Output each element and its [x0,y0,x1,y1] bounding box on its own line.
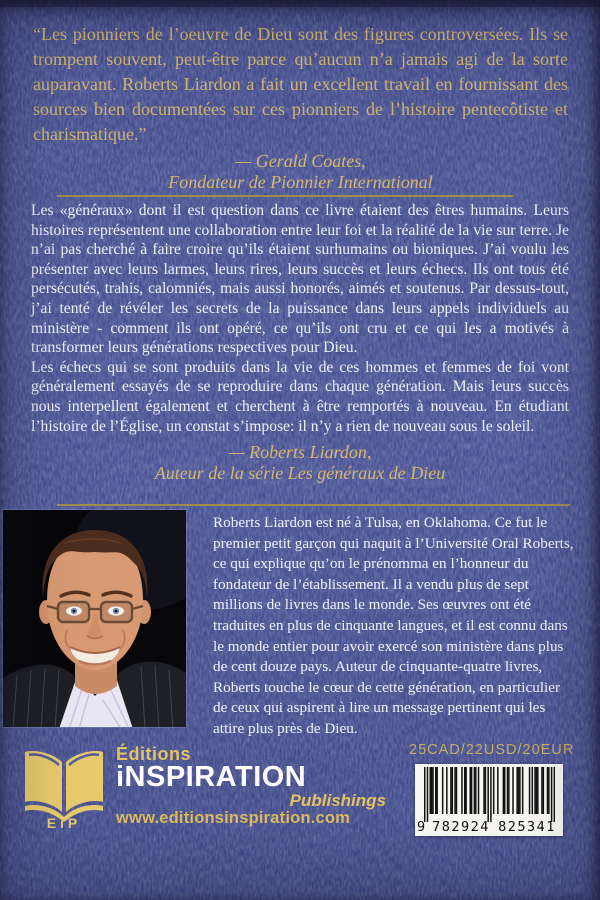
barcode-digit-lead: 9 [417,819,426,835]
barcode-digits [417,819,560,835]
synopsis-paragraph-2: Les échecs qui se sont produits dans la vie de ces hommes et femmes de foi vont généralement essayés de se reproduire dans chaque génération. Mais leurs succès nous interpellent également et cherchent à être remportés à nouveau. En étudiant l’histoire de l’Église, un constat s’impose: il n’y a rien de nouveau sous le soleil. [31,358,569,435]
open-book-icon [25,751,103,822]
endorsement-attribution-title: Fondateur de Pionnier International [168,172,433,192]
author-bio: Roberts Liardon est né à Tulsa, en Oklahoma. Ce fut le premier petit garçon qui naquit à l’Université Oral Roberts, ce qui explique qu’on le prénomma en l’honneur du fondateur de l’établissement. Il a vendu plus de sept millions de livres dans le monde. Ses œuvres ont été traduites en plus de cinquante langues, et il est connu dans le monde entier pour avoir exercé son ministère dans plus de cent douze pays. Auteur de cinquante-quatre livres, Roberts touche le cœur de cette génération, en particulier de ceux qui aspirent à lire un message pertinent qui les attire plus près de Dieu. [213,514,574,737]
publisher-monogram: EiP [46,815,82,830]
author-photo [3,510,186,727]
publisher-name: Éditions [116,744,191,764]
endorsement-quote: “Les pionniers de l’oeuvre de Dieu sont des figures controversées. Ils se trompent souvent, peut-être parce qu’aucun n’a jamais agi de la sorte auparavant. Roberts Liardon a fait un excellent travail en fournissant des sources bien documentées sur ces pionniers de l’histoire pentecôtiste et charismatique.” [33,24,568,144]
author-attribution-title: Auteur de la série Les généraux de Dieu [154,463,446,484]
divider-bottom [57,504,570,506]
barcode [415,764,563,836]
synopsis-section [31,201,569,483]
publisher-brand: iNSPIRATION [116,761,307,793]
endorsement-section [33,22,568,192]
publisher-website: www.editionsinspiration.com [116,809,350,827]
publisher-logo [20,746,108,830]
barcode-digits-left: 782924 [432,819,490,835]
synopsis-paragraph-1: Les «généraux» dont il est question dans ce livre étaient des êtres humains. Leurs histoires représentent une collaboration entre leur foi et la réalité de la vie sur terre. Je n’ai pas cherché à faire croire qu’ils étaient surhumains ou bioniques. J’ai voulu les présenter avec leurs larmes, leurs rires, leurs succès et leurs échecs. Ils ont tous été persécutés, trahis, calomniés, mais aussi honorés, aimés et soutenus. Par dessus-tout, j’ai tenté de révéler les secrets de la puissance dans leurs appels individuels au ministère - comment ils ont opéré, ce qu’ils ont cru et ce qui les a motivés à transformer leurs générations respectives pour Dieu. [31,202,569,357]
barcode-digits-right: 825341 [498,819,556,835]
barcode-bars [424,767,555,822]
publisher-sub-brand: Publishings [289,791,386,810]
price-label: 25CAD/22USD/20EUR [409,742,575,758]
author-attribution-name: — Roberts Liardon, [228,442,372,463]
endorsement-attribution-name: — Gerald Coates, [235,151,366,171]
publisher-wordmark [116,745,386,827]
divider-top [57,195,513,197]
